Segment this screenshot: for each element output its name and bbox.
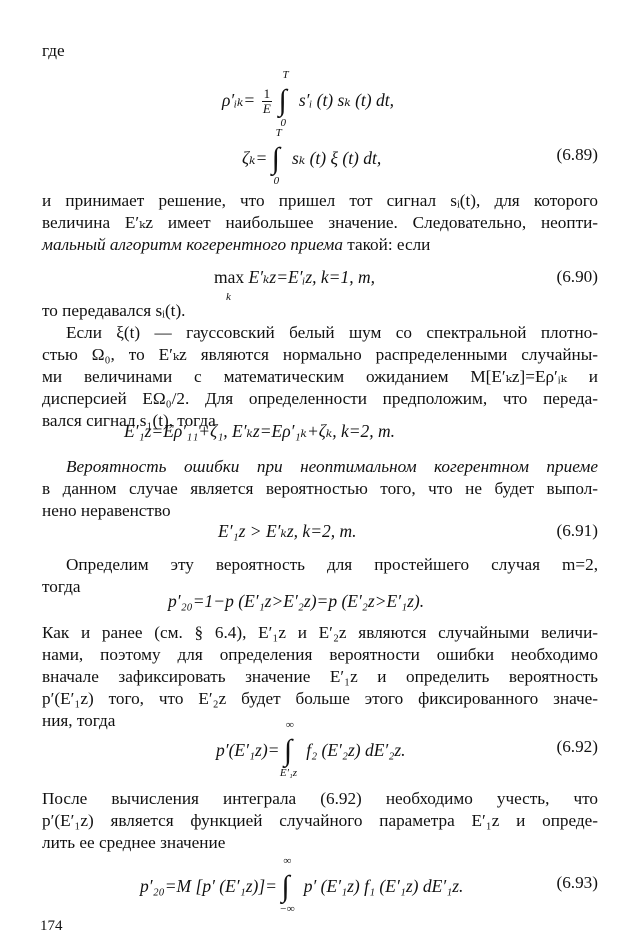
text-line: и принимает решение, что пришел тот сигнал sᵢ(t), для которого [42,191,598,210]
text-line: p′(E′₁z) является функцией случайного параметра E′₁z и опреде- [42,811,598,830]
integral-lower: −∞ [279,903,295,915]
text-line: тогда [42,577,81,596]
formula-zeta [242,127,382,187]
integral-upper: ∞ [285,719,294,731]
integral-upper: T [282,69,289,81]
text-line: где [42,41,65,60]
text-line: Как и ранее (см. § 6.4), E′₁z и E′₂z являются случайными величи- [42,623,598,642]
fraction-denominator: E [262,101,271,117]
text-line: величина E′ₖz имеет наибольшее значение. Следовательно, неопти- [42,213,598,232]
text-line: ния, тогда [42,711,116,730]
formula-part: p′ (E′₁z) f₁ (E′₁z) dE′₁z. [303,876,464,896]
formula-part: ζₖ= [242,148,268,168]
text-line: нено неравенство [42,501,171,520]
emphasis-text: мальный алгоритм когерентного приема [42,235,343,254]
formula-max [214,266,375,303]
text-line: дисперсией EΩ₀/2. Для определенности предположим, что переда- [42,389,598,408]
equation-number: (6.93) [556,873,598,892]
formula-part: E′ₖz=E′ᵢz, k=1, m, [248,267,375,287]
formula-part: ρ′ᵢₖ= [222,90,256,110]
text-line: Определим эту вероятность для простейшего случая m=2, [66,555,598,574]
text-line: ми величинами с математическим ожиданием M[E′ₖz]=Eρ′ᵢₖ и [42,367,598,386]
text-line: После вычисления интеграла (6.92) необходимо учесть, что [42,789,598,808]
integral-lower: 0 [280,117,286,129]
integral-upper: ∞ [283,855,292,867]
formula-part: sₖ (t) ξ (t) dt, [292,148,382,168]
formula-part: s′ᵢ (t) sₖ (t) dt, [298,90,394,110]
text-line: лить ее среднее значение [42,833,226,852]
formula-e1z: E′₁z=Eρ′₁₁+ζ₁, E′ₖz=Eρ′₁ₖ+ζₖ, k=2, m. [124,421,396,441]
integral-upper: T [275,127,282,139]
text-line: Если ξ(t) — гауссовский белый шум со спектральной плотно- [66,323,598,342]
text-line: стью Ω₀, то E′ₖz являются нормально распределенными случайны- [42,345,598,364]
formula-p20: p′₂₀=1−p (E′₁z>E′₂z)=p (E′₂z>E′₁z). [168,591,425,611]
text-line: p′(E′₁z) того, что E′₂z будет больше этого фиксированного значе- [42,689,598,708]
formula-part: f₂ (E′₂z) dE′₂z. [306,740,406,760]
integral-sign: ∫ T 0 [272,144,288,169]
formula-p20-mean [140,855,464,915]
equation-number: (6.89) [556,145,598,164]
integral-sign: ∫ ∞ −∞ [281,872,299,897]
formula-part: p′(E′₁z)= [216,740,280,760]
text-line: Вероятность ошибки при неоптимальном когерентном приеме [66,457,598,476]
integral-lower: E′₁z [279,767,298,779]
text-line: вначале зафиксировать значение E′₁z и определить вероятность [42,667,598,686]
integral-sign: ∫ ∞ E′₁z [284,736,302,761]
text-line: нами, поэтому для определения вероятности ошибки необходимо [42,645,598,664]
equation-number: (6.91) [556,521,598,540]
text-line: вался сигнал s₁(t), тогда [42,411,216,430]
formula-part: p′₂₀=M [p′ (E′₁z)]= [140,876,277,896]
fraction [262,87,273,116]
text-span: такой: если [342,235,431,254]
formula-p-e1z [216,719,406,779]
text-line [42,234,598,256]
equation-number: (6.90) [556,267,598,286]
max-label: max [214,267,245,287]
integral-sign: ∫ T 0 [278,86,294,111]
text-line: то передавался sᵢ(t). [42,301,186,320]
equation-number: (6.92) [556,737,598,756]
formula-rho [222,69,394,129]
formula-inequality: E′₁z > E′ₖz, k=2, m. [218,521,357,541]
integral-lower: 0 [273,175,280,187]
fraction-numerator: 1 [263,86,271,102]
page-number: 174 [40,918,63,934]
text-line: в данном случае является вероятностью того, что не будет выпол- [42,479,598,498]
max-subscript: k [226,291,231,303]
max-operator [214,266,245,303]
